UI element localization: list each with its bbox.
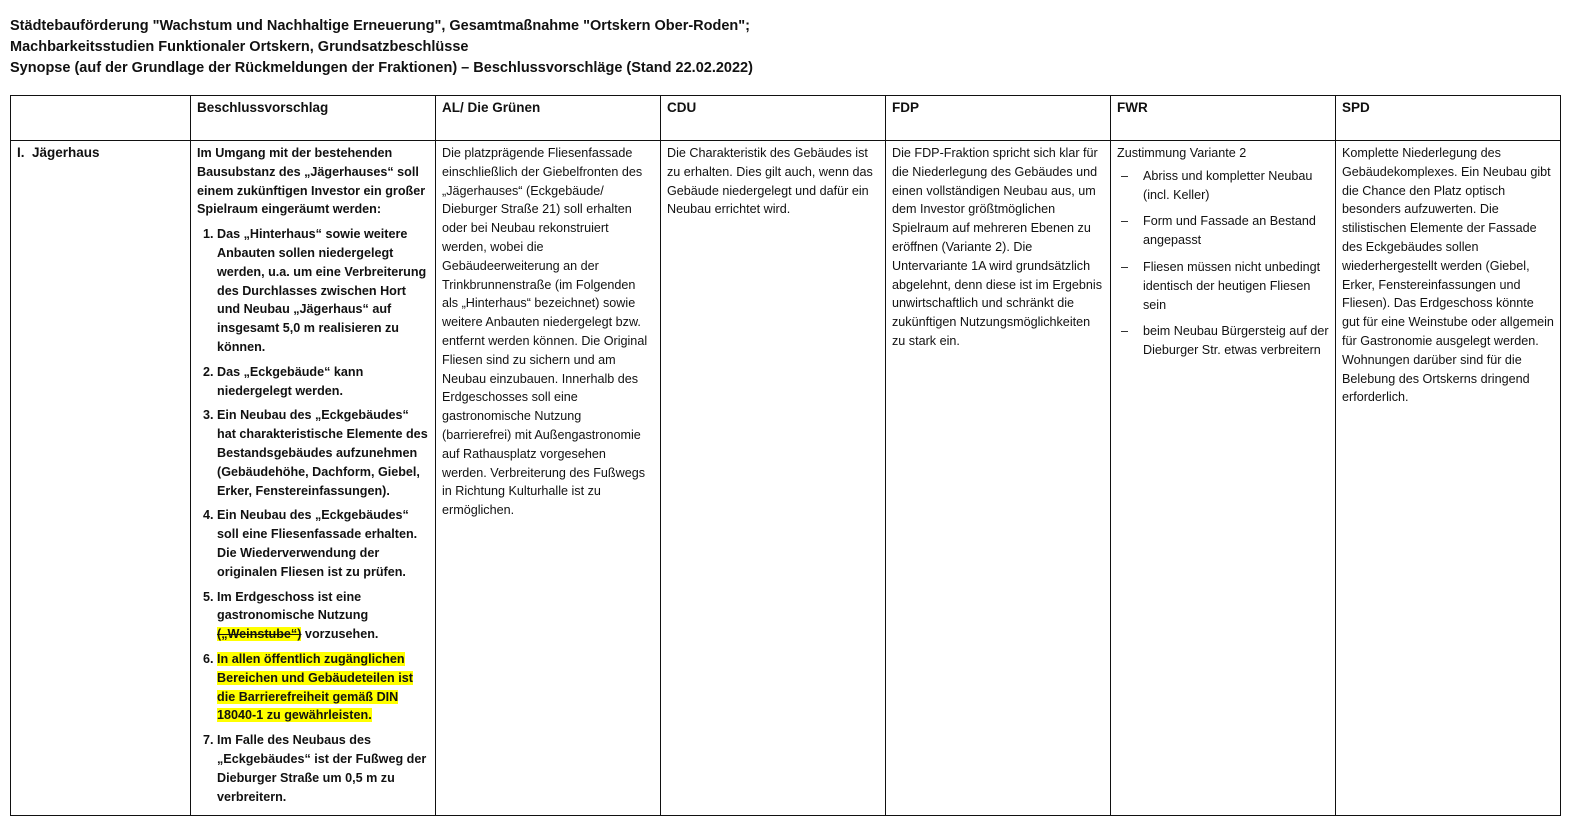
header-beschlussvorschlag: Beschlussvorschlag bbox=[191, 96, 436, 141]
item5-struck-text: („Weinstube“) bbox=[217, 627, 302, 642]
table-row bbox=[11, 141, 1561, 816]
fwr-item-2: – Form und Fassade an Bestand angepasst bbox=[1143, 212, 1329, 250]
document-title bbox=[10, 16, 753, 79]
header-row bbox=[11, 96, 1561, 141]
title-line-1: Städtebauförderung "Wachstum und Nachhaltige Erneuerung", Gesamtmaßnahme "Ortskern Ober-Roden"; bbox=[10, 18, 750, 34]
item6-highlighted-text: In allen öffentlich zugänglichen Bereichen und Gebäudeteilen ist die Barrierefreiheit gemäß DIN 18040-1 zu gewährleisten. bbox=[217, 651, 413, 723]
fwr-item-1: – Abriss und kompletter Neubau (incl. Keller) bbox=[1143, 167, 1329, 205]
beschluss-item-6 bbox=[217, 650, 429, 725]
header-empty bbox=[11, 96, 191, 141]
beschluss-intro: Im Umgang mit der bestehenden Bausubstanz des „Jägerhauses“ soll einem zukünftigen Investor ein großer Spielraum eingeräumt werden: bbox=[197, 146, 426, 217]
cell-beschlussvorschlag bbox=[191, 141, 436, 816]
beschluss-item-3: 3. Ein Neubau des „Eckgebäudes“ hat charakteristische Elemente des Bestandsgebäudes aufzunehmen (Gebäudehöhe, Dachform, Giebel, Erker, Fenstereinfassungen). bbox=[217, 406, 429, 500]
beschluss-item-4: 4. Ein Neubau des „Eckgebäudes“ soll eine Fliesenfassade erhalten. Die Wiederverwendung der originalen Fliesen ist zu prüfen. bbox=[217, 506, 429, 581]
synopsis-table bbox=[10, 95, 1561, 816]
header-gruene: AL/ Die Grünen bbox=[436, 96, 661, 141]
item5-text: Im Erdgeschoss ist eine gastronomische Nutzung bbox=[217, 589, 369, 623]
header-fdp: FDP bbox=[886, 96, 1111, 141]
fwr-item-3: – Fliesen müssen nicht unbedingt identisch der heutigen Fliesen sein bbox=[1143, 258, 1329, 314]
beschluss-item-5 bbox=[217, 588, 429, 644]
cell-spd: Komplette Niederlegung des Gebäudekomplexes. Ein Neubau gibt die Chance den Platz optisch besonders aufzuwerten. Die stilistischen Elemente der Fassade des Eckgebäudes sollen wiederhergestellt werden (Giebel, Erker, Fenstereinfassungen und Fliesen). Das Erdgeschoss könnte gut für eine Weinstube oder allgemein für Gastronomie ausgelegt werden. Wohnungen darüber sind für die Belebung des Ortskerns dringend erforderlich. bbox=[1336, 141, 1561, 816]
cell-gruene: Die platzprägende Fliesenfassade einschließlich der Giebelfronten des „Jägerhauses“ (Eckgebäude/ Dieburger Straße 21) soll erhalten oder bei Neubau rekonstruiert werden, wobei die Gebäudeerweiterung an der Trinkbrunnenstraße (im Folgenden als „Hinterhaus“ bezeichnet) sowie weitere Anbauten niedergelegt bzw. entfernt werden können. Die Original Fliesen sind zu sichern und am Neubau einzubauen. Innerhalb des Erdgeschosses soll eine gastronomische Nutzung (barrierefrei) mit Außengastronomie auf Rathausplatz vorgesehen werden. Verbreiterung des Fußwegs in Richtung Kulturhalle ist zu ermöglichen. bbox=[436, 141, 661, 816]
row-label: I. Jägerhaus bbox=[11, 141, 191, 816]
title-line-3: Synopse (auf der Grundlage der Rückmeldungen der Fraktionen) – Beschlussvorschläge (Stand 22.02.2022) bbox=[10, 60, 753, 76]
title-line-2: Machbarkeitsstudien Funktionaler Ortskern, Grundsatzbeschlüsse bbox=[10, 39, 469, 55]
fwr-intro: Zustimmung Variante 2 bbox=[1117, 146, 1247, 160]
beschluss-item-1: 1. Das „Hinterhaus“ sowie weitere Anbauten sollen niedergelegt werden, u.a. um eine Verbreiterung des Durchlasses zwischen Hort und Neubau „Jägerhaus“ auf insgesamt 5,0 m realisieren zu können. bbox=[217, 225, 429, 357]
header-cdu: CDU bbox=[661, 96, 886, 141]
cell-fwr bbox=[1111, 141, 1336, 816]
beschluss-item-7: 7. Im Falle des Neubaus des „Eckgebäudes“ ist der Fußweg der Dieburger Straße um 0,5 m zu verbreitern. bbox=[217, 731, 429, 806]
cell-fdp: Die FDP-Fraktion spricht sich klar für die Niederlegung des Gebäudes und einen vollständigen Neubau aus, um dem Investor größtmöglichen Spielraum auf mehreren Ebenen zu eröffnen (Variante 2). Die Untervariante 1A wird grundsätzlich abgelehnt, denn diese ist im Ergebnis unwirtschaftlich und schränkt die zukünftigen Nutzungsmöglichkeiten zu stark ein. bbox=[886, 141, 1111, 816]
header-fwr: FWR bbox=[1111, 96, 1336, 141]
fwr-item-4: – beim Neubau Bürgersteig auf der Dieburger Str. etwas verbreitern bbox=[1143, 322, 1329, 360]
item5-text-end: vorzusehen. bbox=[301, 627, 379, 642]
cell-cdu: Die Charakteristik des Gebäudes ist zu erhalten. Dies gilt auch, wenn das Gebäude niedergelegt und dafür ein Neubau errichtet wird. bbox=[661, 141, 886, 816]
beschluss-item-2: 2. Das „Eckgebäude“ kann niedergelegt werden. bbox=[217, 363, 429, 401]
header-spd: SPD bbox=[1336, 96, 1561, 141]
